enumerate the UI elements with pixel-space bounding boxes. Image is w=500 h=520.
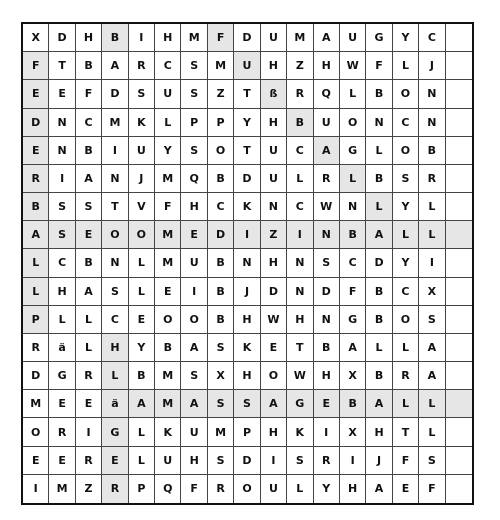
grid-cell[interactable]: R: [287, 80, 313, 108]
grid-cell[interactable]: T: [234, 137, 260, 165]
grid-cell[interactable]: I: [102, 137, 128, 165]
grid-cell[interactable]: E: [23, 80, 49, 108]
grid-cell[interactable]: E: [76, 390, 102, 418]
grid-cell[interactable]: K: [234, 193, 260, 221]
grid-cell[interactable]: J: [129, 165, 155, 193]
grid-cell[interactable]: [446, 80, 472, 108]
grid-cell[interactable]: H: [234, 362, 260, 390]
grid-cell[interactable]: M: [155, 165, 181, 193]
grid-cell[interactable]: B: [366, 278, 392, 306]
grid-cell[interactable]: S: [314, 249, 340, 277]
grid-cell[interactable]: E: [76, 221, 102, 249]
grid-cell[interactable]: E: [49, 80, 75, 108]
grid-cell[interactable]: C: [49, 249, 75, 277]
grid-cell[interactable]: Z: [261, 221, 287, 249]
grid-cell[interactable]: A: [102, 52, 128, 80]
grid-cell[interactable]: Q: [181, 165, 207, 193]
grid-cell[interactable]: O: [234, 475, 260, 503]
grid-cell[interactable]: H: [155, 24, 181, 52]
grid-cell[interactable]: G: [49, 362, 75, 390]
grid-cell[interactable]: L: [366, 137, 392, 165]
grid-cell[interactable]: N: [102, 249, 128, 277]
grid-cell[interactable]: N: [314, 306, 340, 334]
grid-cell[interactable]: H: [261, 249, 287, 277]
grid-cell[interactable]: L: [287, 165, 313, 193]
grid-cell[interactable]: [446, 362, 472, 390]
grid-cell[interactable]: [446, 221, 472, 249]
grid-cell[interactable]: E: [49, 447, 75, 475]
grid-cell[interactable]: C: [419, 24, 445, 52]
grid-cell[interactable]: M: [155, 362, 181, 390]
grid-cell[interactable]: T: [234, 80, 260, 108]
grid-cell[interactable]: S: [419, 306, 445, 334]
grid-cell[interactable]: P: [234, 418, 260, 446]
grid-cell[interactable]: B: [208, 278, 234, 306]
grid-cell[interactable]: E: [155, 278, 181, 306]
grid-cell[interactable]: B: [155, 334, 181, 362]
grid-cell[interactable]: Q: [155, 475, 181, 503]
grid-cell[interactable]: H: [76, 24, 102, 52]
grid-cell[interactable]: S: [102, 278, 128, 306]
grid-cell[interactable]: L: [419, 418, 445, 446]
grid-cell[interactable]: I: [287, 221, 313, 249]
grid-cell[interactable]: Y: [393, 249, 419, 277]
grid-cell[interactable]: T: [393, 418, 419, 446]
grid-cell[interactable]: F: [23, 52, 49, 80]
grid-cell[interactable]: B: [366, 165, 392, 193]
grid-cell[interactable]: D: [49, 24, 75, 52]
grid-cell[interactable]: B: [76, 137, 102, 165]
grid-cell[interactable]: O: [261, 362, 287, 390]
grid-cell[interactable]: J: [419, 52, 445, 80]
grid-cell[interactable]: G: [102, 418, 128, 446]
grid-cell[interactable]: N: [261, 193, 287, 221]
grid-cell[interactable]: C: [287, 193, 313, 221]
grid-cell[interactable]: Y: [314, 475, 340, 503]
grid-cell[interactable]: [446, 24, 472, 52]
grid-cell[interactable]: X: [23, 24, 49, 52]
grid-cell[interactable]: X: [208, 362, 234, 390]
grid-cell[interactable]: [446, 418, 472, 446]
grid-cell[interactable]: M: [181, 24, 207, 52]
grid-cell[interactable]: R: [102, 475, 128, 503]
grid-cell[interactable]: L: [419, 221, 445, 249]
grid-cell[interactable]: B: [76, 52, 102, 80]
grid-cell[interactable]: S: [49, 193, 75, 221]
grid-cell[interactable]: D: [234, 447, 260, 475]
grid-cell[interactable]: N: [366, 109, 392, 137]
grid-cell[interactable]: W: [261, 306, 287, 334]
grid-cell[interactable]: D: [261, 278, 287, 306]
grid-cell[interactable]: L: [76, 334, 102, 362]
grid-cell[interactable]: ä: [49, 334, 75, 362]
grid-cell[interactable]: R: [314, 447, 340, 475]
grid-cell[interactable]: H: [287, 306, 313, 334]
grid-cell[interactable]: B: [366, 362, 392, 390]
grid-cell[interactable]: U: [155, 447, 181, 475]
grid-cell[interactable]: F: [366, 52, 392, 80]
grid-cell[interactable]: E: [261, 334, 287, 362]
grid-cell[interactable]: D: [314, 278, 340, 306]
grid-cell[interactable]: E: [314, 390, 340, 418]
grid-cell[interactable]: A: [129, 390, 155, 418]
grid-cell[interactable]: S: [208, 334, 234, 362]
grid-cell[interactable]: H: [314, 52, 340, 80]
grid-cell[interactable]: [446, 475, 472, 503]
grid-cell[interactable]: I: [76, 418, 102, 446]
grid-cell[interactable]: K: [234, 334, 260, 362]
grid-cell[interactable]: X: [340, 418, 366, 446]
grid-cell[interactable]: U: [234, 52, 260, 80]
grid-cell[interactable]: F: [76, 80, 102, 108]
grid-cell[interactable]: N: [102, 165, 128, 193]
grid-cell[interactable]: M: [287, 24, 313, 52]
grid-cell[interactable]: Y: [129, 334, 155, 362]
grid-cell[interactable]: Y: [234, 109, 260, 137]
grid-cell[interactable]: B: [340, 221, 366, 249]
grid-cell[interactable]: S: [181, 80, 207, 108]
grid-cell[interactable]: G: [366, 24, 392, 52]
grid-cell[interactable]: N: [314, 221, 340, 249]
grid-cell[interactable]: S: [49, 221, 75, 249]
grid-cell[interactable]: D: [234, 24, 260, 52]
grid-cell[interactable]: L: [340, 80, 366, 108]
grid-cell[interactable]: L: [393, 334, 419, 362]
grid-cell[interactable]: A: [76, 165, 102, 193]
grid-cell[interactable]: R: [129, 52, 155, 80]
grid-cell[interactable]: K: [129, 109, 155, 137]
grid-cell[interactable]: G: [287, 390, 313, 418]
grid-cell[interactable]: C: [287, 137, 313, 165]
grid-cell[interactable]: N: [234, 249, 260, 277]
grid-cell[interactable]: H: [181, 193, 207, 221]
grid-cell[interactable]: I: [314, 418, 340, 446]
grid-cell[interactable]: R: [314, 165, 340, 193]
grid-cell[interactable]: U: [340, 24, 366, 52]
grid-cell[interactable]: M: [23, 390, 49, 418]
word-search-grid: [21, 22, 474, 505]
grid-cell[interactable]: U: [129, 137, 155, 165]
grid-cell[interactable]: B: [23, 193, 49, 221]
grid-cell[interactable]: A: [366, 221, 392, 249]
grid-cell[interactable]: W: [314, 193, 340, 221]
grid-cell[interactable]: L: [366, 334, 392, 362]
grid-cell[interactable]: Z: [76, 475, 102, 503]
grid-cell[interactable]: S: [76, 193, 102, 221]
grid-cell[interactable]: I: [129, 24, 155, 52]
grid-cell[interactable]: N: [419, 80, 445, 108]
grid-cell[interactable]: C: [208, 193, 234, 221]
grid-cell[interactable]: E: [393, 475, 419, 503]
grid-cell[interactable]: C: [393, 109, 419, 137]
grid-cell[interactable]: T: [49, 52, 75, 80]
grid-cell[interactable]: L: [102, 362, 128, 390]
grid-cell[interactable]: H: [49, 278, 75, 306]
grid-cell[interactable]: O: [393, 80, 419, 108]
grid-cell[interactable]: L: [393, 52, 419, 80]
grid-cell[interactable]: L: [366, 193, 392, 221]
grid-cell[interactable]: P: [129, 475, 155, 503]
grid-cell[interactable]: H: [340, 475, 366, 503]
grid-cell[interactable]: M: [208, 52, 234, 80]
grid-cell[interactable]: U: [314, 109, 340, 137]
grid-cell[interactable]: B: [76, 249, 102, 277]
grid-cell[interactable]: N: [419, 109, 445, 137]
grid-cell[interactable]: C: [155, 52, 181, 80]
grid-cell[interactable]: S: [208, 390, 234, 418]
grid-cell[interactable]: D: [102, 80, 128, 108]
grid-cell[interactable]: X: [340, 362, 366, 390]
grid-cell[interactable]: U: [261, 475, 287, 503]
grid-cell[interactable]: L: [393, 221, 419, 249]
grid-cell[interactable]: I: [181, 278, 207, 306]
grid-cell[interactable]: G: [340, 306, 366, 334]
grid-cell[interactable]: [446, 390, 472, 418]
grid-cell[interactable]: O: [23, 418, 49, 446]
grid-cell[interactable]: ß: [261, 80, 287, 108]
grid-cell[interactable]: J: [234, 278, 260, 306]
grid-cell[interactable]: M: [155, 390, 181, 418]
grid-cell[interactable]: M: [208, 418, 234, 446]
grid-cell[interactable]: U: [261, 165, 287, 193]
grid-cell[interactable]: R: [76, 362, 102, 390]
grid-cell[interactable]: F: [419, 475, 445, 503]
grid-cell[interactable]: P: [208, 109, 234, 137]
grid-cell[interactable]: A: [314, 24, 340, 52]
grid-cell[interactable]: W: [287, 362, 313, 390]
grid-cell[interactable]: S: [181, 137, 207, 165]
grid-cell[interactable]: A: [181, 390, 207, 418]
grid-cell[interactable]: H: [261, 109, 287, 137]
grid-cell[interactable]: I: [261, 447, 287, 475]
grid-cell[interactable]: L: [23, 278, 49, 306]
grid-cell[interactable]: D: [234, 165, 260, 193]
grid-cell[interactable]: L: [129, 418, 155, 446]
grid-cell[interactable]: [446, 447, 472, 475]
grid-cell[interactable]: H: [261, 418, 287, 446]
grid-cell[interactable]: W: [340, 52, 366, 80]
grid-cell[interactable]: A: [366, 475, 392, 503]
grid-cell[interactable]: I: [234, 221, 260, 249]
grid-cell[interactable]: B: [129, 362, 155, 390]
grid-cell[interactable]: K: [155, 418, 181, 446]
grid-cell[interactable]: R: [393, 362, 419, 390]
grid-cell[interactable]: [446, 193, 472, 221]
grid-cell[interactable]: B: [340, 390, 366, 418]
grid-cell[interactable]: A: [340, 334, 366, 362]
grid-cell[interactable]: [446, 306, 472, 334]
grid-cell[interactable]: L: [129, 447, 155, 475]
grid-cell[interactable]: B: [208, 165, 234, 193]
grid-cell[interactable]: F: [208, 24, 234, 52]
grid-cell[interactable]: B: [208, 249, 234, 277]
grid-cell[interactable]: U: [181, 418, 207, 446]
grid-cell[interactable]: [446, 249, 472, 277]
grid-cell[interactable]: C: [340, 249, 366, 277]
grid-cell[interactable]: I: [23, 475, 49, 503]
grid-cell[interactable]: U: [261, 24, 287, 52]
grid-cell[interactable]: O: [155, 306, 181, 334]
grid-cell[interactable]: E: [49, 390, 75, 418]
grid-cell[interactable]: U: [261, 137, 287, 165]
grid-cell[interactable]: S: [208, 447, 234, 475]
grid-cell[interactable]: F: [340, 278, 366, 306]
grid-cell[interactable]: M: [102, 109, 128, 137]
grid-cell[interactable]: E: [102, 447, 128, 475]
grid-cell[interactable]: S: [393, 165, 419, 193]
grid-cell[interactable]: M: [155, 221, 181, 249]
grid-cell[interactable]: B: [102, 24, 128, 52]
grid-cell[interactable]: S: [181, 52, 207, 80]
grid-cell[interactable]: D: [23, 362, 49, 390]
grid-cell[interactable]: B: [366, 80, 392, 108]
grid-cell[interactable]: K: [287, 418, 313, 446]
grid-cell[interactable]: L: [76, 306, 102, 334]
grid-cell[interactable]: L: [129, 249, 155, 277]
grid-cell[interactable]: M: [49, 475, 75, 503]
grid-cell[interactable]: A: [23, 221, 49, 249]
grid-cell[interactable]: R: [419, 165, 445, 193]
grid-cell[interactable]: [446, 278, 472, 306]
grid-cell[interactable]: N: [49, 137, 75, 165]
grid-cell[interactable]: I: [49, 165, 75, 193]
grid-cell[interactable]: M: [155, 249, 181, 277]
grid-cell[interactable]: C: [102, 306, 128, 334]
grid-cell[interactable]: E: [129, 306, 155, 334]
grid-cell[interactable]: P: [181, 109, 207, 137]
grid-cell[interactable]: Z: [287, 52, 313, 80]
grid-cell[interactable]: C: [76, 109, 102, 137]
grid-cell[interactable]: A: [419, 362, 445, 390]
grid-cell[interactable]: L: [419, 390, 445, 418]
grid-cell[interactable]: F: [155, 193, 181, 221]
grid-cell[interactable]: X: [419, 278, 445, 306]
grid-cell[interactable]: [446, 109, 472, 137]
grid-cell[interactable]: I: [340, 447, 366, 475]
grid-cell[interactable]: N: [340, 193, 366, 221]
grid-cell[interactable]: S: [287, 447, 313, 475]
grid-cell[interactable]: L: [419, 193, 445, 221]
grid-cell[interactable]: S: [181, 362, 207, 390]
grid-cell[interactable]: F: [393, 447, 419, 475]
grid-cell[interactable]: R: [208, 475, 234, 503]
grid-cell[interactable]: U: [181, 249, 207, 277]
grid-cell[interactable]: [446, 165, 472, 193]
grid-cell[interactable]: B: [208, 306, 234, 334]
grid-cell[interactable]: H: [234, 306, 260, 334]
grid-cell[interactable]: [446, 137, 472, 165]
grid-cell[interactable]: H: [102, 334, 128, 362]
grid-cell[interactable]: A: [419, 334, 445, 362]
grid-cell[interactable]: D: [23, 109, 49, 137]
grid-cell[interactable]: E: [181, 221, 207, 249]
grid-cell[interactable]: A: [181, 334, 207, 362]
grid-cell[interactable]: P: [23, 306, 49, 334]
grid-cell[interactable]: Y: [393, 193, 419, 221]
grid-cell[interactable]: H: [181, 447, 207, 475]
grid-cell[interactable]: N: [49, 109, 75, 137]
grid-cell[interactable]: H: [366, 418, 392, 446]
grid-cell[interactable]: J: [366, 447, 392, 475]
grid-cell[interactable]: B: [287, 109, 313, 137]
grid-cell[interactable]: N: [287, 249, 313, 277]
grid-cell[interactable]: A: [366, 390, 392, 418]
grid-cell[interactable]: Q: [314, 80, 340, 108]
grid-cell[interactable]: B: [419, 137, 445, 165]
grid-cell[interactable]: E: [23, 447, 49, 475]
grid-cell[interactable]: L: [155, 109, 181, 137]
grid-cell[interactable]: R: [49, 418, 75, 446]
grid-cell[interactable]: Z: [208, 80, 234, 108]
grid-cell[interactable]: O: [208, 137, 234, 165]
grid-cell[interactable]: R: [23, 165, 49, 193]
grid-cell[interactable]: U: [155, 80, 181, 108]
grid-cell[interactable]: D: [366, 249, 392, 277]
grid-cell[interactable]: Y: [393, 24, 419, 52]
grid-cell[interactable]: I: [419, 249, 445, 277]
grid-cell[interactable]: L: [49, 306, 75, 334]
grid-cell[interactable]: B: [314, 334, 340, 362]
grid-cell[interactable]: A: [261, 390, 287, 418]
grid-cell[interactable]: O: [393, 137, 419, 165]
grid-cell[interactable]: R: [23, 334, 49, 362]
grid-cell[interactable]: L: [393, 390, 419, 418]
grid-cell[interactable]: B: [366, 306, 392, 334]
grid-cell[interactable]: G: [340, 137, 366, 165]
grid-cell[interactable]: Y: [155, 137, 181, 165]
grid-cell[interactable]: A: [314, 137, 340, 165]
grid-cell[interactable]: N: [287, 278, 313, 306]
grid-cell[interactable]: F: [181, 475, 207, 503]
grid-cell[interactable]: O: [393, 306, 419, 334]
grid-cell[interactable]: O: [340, 109, 366, 137]
grid-cell[interactable]: [446, 334, 472, 362]
grid-cell[interactable]: E: [23, 137, 49, 165]
grid-cell[interactable]: O: [181, 306, 207, 334]
grid-cell[interactable]: O: [129, 221, 155, 249]
grid-cell[interactable]: S: [234, 390, 260, 418]
grid-cell[interactable]: V: [129, 193, 155, 221]
grid-cell[interactable]: C: [393, 278, 419, 306]
grid-cell[interactable]: L: [287, 475, 313, 503]
grid-cell[interactable]: L: [129, 278, 155, 306]
grid-cell[interactable]: D: [208, 221, 234, 249]
grid-cell[interactable]: ä: [102, 390, 128, 418]
grid-cell[interactable]: H: [314, 362, 340, 390]
grid-cell[interactable]: S: [129, 80, 155, 108]
grid-cell[interactable]: L: [23, 249, 49, 277]
grid-cell[interactable]: [446, 52, 472, 80]
grid-cell[interactable]: T: [102, 193, 128, 221]
grid-cell[interactable]: L: [340, 165, 366, 193]
grid-cell[interactable]: S: [419, 447, 445, 475]
grid-cell[interactable]: A: [76, 278, 102, 306]
grid-cell[interactable]: H: [261, 52, 287, 80]
grid-cell[interactable]: O: [102, 221, 128, 249]
grid-cell[interactable]: T: [287, 334, 313, 362]
grid-cell[interactable]: R: [76, 447, 102, 475]
